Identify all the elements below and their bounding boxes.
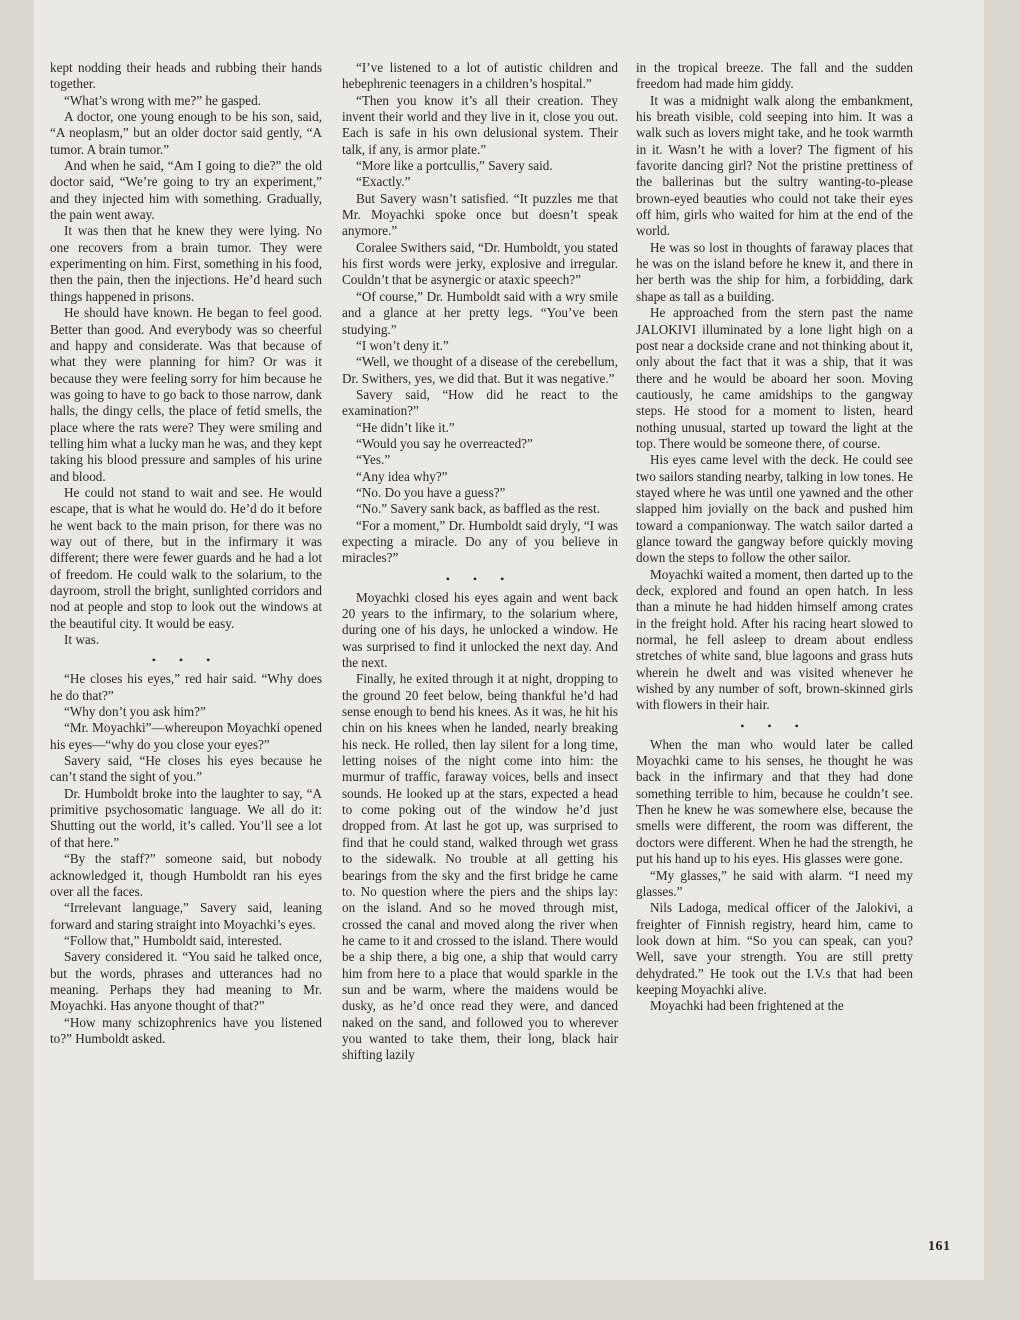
paragraph: Savery said, “How did he react to the examination?”	[342, 386, 618, 419]
paragraph: Moyachki had been frightened at the	[650, 998, 844, 1014]
paragraph: “What’s wrong with me?” he gasped.	[64, 92, 262, 108]
paragraph: When the man who would later be called Moyachki came to his senses, he thought he was back in the infirmary and that they had done something terrible to him, because he couldn’t see. Then he knew he was somewhere else, because the smells were different, the room was different, the doctors were different. When he had the strength, he put his hand up to his eyes. His glasses were gone.	[636, 736, 913, 867]
paragraph: Moyachki waited a moment, then darted up to the deck, explored and found an open hatch. In less than a minute he had hidden himself among crates in the freight hold. After his racing heart slowed to normal, he fell asleep to dream about endless stretches of white sand, blue lagoons and grass huts wherein he dwelt and was visited whenever he wished by any number of soft, brown-skinned girls with flowers in their hair.	[636, 566, 913, 713]
paragraph: “Mr. Moyachki”—whereupon Moyachki opened his eyes—“why do you close your eyes?”	[50, 720, 322, 752]
paragraph: “Exactly.”	[356, 174, 411, 190]
paragraph: in the tropical breeze. The fall and the sudden freedom had made him giddy.	[636, 60, 913, 92]
paragraph: “Of course,” Dr. Humboldt said with a wry smile and a glance at her pretty legs. “You’ve been studying.”	[342, 288, 618, 337]
page-number: 161	[928, 1239, 951, 1254]
paragraph: kept nodding their heads and rubbing their hands together.	[50, 60, 322, 92]
paragraph: He was so lost in thoughts of faraway places that he was on the island before he knew it, and there in her berth was the ship for him, a forbidding, dark shape as tall as a building.	[636, 239, 913, 304]
paragraph: “How many schizophrenics have you listened to?” Humboldt asked.	[50, 1014, 322, 1046]
text-column-2	[342, 60, 618, 1064]
text-column-3	[636, 60, 913, 1015]
paragraph: Savery considered it. “You said he talked once, but the words, phrases and utterances had no meaning. Perhaps they had meaning to Mr. Moyachki. Has anyone thought of that?”	[50, 949, 322, 1014]
paragraph: “He didn’t like it.”	[356, 419, 455, 435]
text-column-1	[50, 60, 322, 1047]
paragraph: A doctor, one young enough to be his son, said, “A neoplasm,” but an older doctor said gently, “A tumor. A brain tumor.”	[50, 109, 322, 157]
section-separator: • • •	[151, 653, 221, 668]
paragraph: “Yes.”	[356, 452, 391, 468]
paragraph: Savery said, “He closes his eyes because he can’t stand the sight of you.”	[50, 753, 322, 785]
paragraph: “Irrelevant language,” Savery said, leaning forward and staring straight into Moyachki’s eyes.	[50, 900, 322, 932]
paragraph: Coralee Swithers said, “Dr. Humboldt, you stated his first words were jerky, explosive and irregular. Couldn’t that be asynergic or ataxic speech?”	[342, 239, 618, 288]
paragraph: “Why don’t you ask him?”	[64, 704, 206, 720]
paragraph: “No.” Savery sank back, as baffled as the rest.	[356, 501, 601, 517]
paragraph: “Any idea why?”	[356, 468, 448, 484]
paragraph: “More like a portcullis,” Savery said.	[356, 158, 553, 174]
paragraph: “For a moment,” Dr. Humboldt said dryly, “I was expecting a miracle. Do any of you believe in miracles?”	[342, 517, 618, 566]
paragraph: He could not stand to wait and see. He would escape, that is what he would do. He’d do it before he went back to the main prison, for there was no way out of there, but in the infirmary it was different; there were fewer guards and he had a lot of freedom. He could walk to the solarium, to the dayroom, stroll the bright, sunlighted corridors and nod at people and stop to look out the windows at the beautiful city. It would be easy.	[50, 484, 322, 631]
scan-margin-bottom	[0, 1280, 1020, 1320]
paragraph: “Follow that,” Humboldt said, interested.	[64, 932, 282, 948]
paragraph: Nils Ladoga, medical officer of the Jalokivi, a freighter of Finnish registry, heard him, came to look down at him. “So you can speak, can you? Well, save your strength. You are still pretty dehydrated.” He took out the I.V.s that had been keeping Moyachki alive.	[636, 900, 913, 997]
scan-margin-left	[0, 0, 34, 1320]
paragraph: “Would you say he overreacted?”	[356, 435, 533, 451]
paragraph: “Then you know it’s all their creation. They invent their world and they live in it, close you out. Each is safe in his own delusional system. Their talk, if any, is armor plate.”	[342, 92, 618, 157]
paragraph: It was then that he knew they were lying. No one recovers from a brain tumor. They were experimenting on him. First, something in his food, then the pain, then the injections. He’d heard such things happened in prisons.	[50, 223, 322, 304]
paragraph: “My glasses,” he said with alarm. “I need my glasses.”	[636, 867, 913, 899]
paragraph: It was.	[64, 632, 100, 648]
paragraph: “He closes his eyes,” red hair said. “Why does he do that?”	[50, 671, 322, 703]
paragraph: He should have known. He began to feel good. Better than good. And everybody was so cheerful and happy and considerate. Was that because of what they were planning for him? Or was it because they were feeling sorry for him because he was going to have to go back to those narrow, dank halls, the dingy cells, the place of fetid smells, the place where the rats were? They were smiling and telling him what a lucky man he was, and they kept taking his blood pressure and samples of his urine and blood.	[50, 305, 322, 484]
section-separator: • • •	[740, 718, 809, 733]
paragraph: Dr. Humboldt broke into the laughter to say, “A primitive psychosomatic language. We all do it: Shutting out the world, it’s called. You’ll see a lot of that here.”	[50, 785, 322, 850]
paragraph: “I’ve listened to a lot of autistic children and hebephrenic teenagers in a children’s hospital.”	[342, 60, 618, 92]
paragraph: Moyachki closed his eyes again and went back 20 years to the infirmary, to the solarium where, during one of his days, he unlocked a window. He was surprised to find it unlocked the next day. And the next.	[342, 589, 618, 671]
paragraph: He approached from the stern past the name JALOKIVI illuminated by a lone light high on a post near a dockside crane and not thinking about it, only about the fact that it was a ship, that it was there and he would be aboard her soon. Moving cautiously, he came amidships to the gangway steps. He stood for a moment to listen, heard nothing unusual, started up toward the light at the top. There would be someone there, of course.	[636, 305, 913, 451]
paragraph: But Savery wasn’t satisfied. “It puzzles me that Mr. Moyachki spoke once but doesn’t speak anymore.”	[342, 190, 618, 239]
paragraph: It was a midnight walk along the embankment, his breath visible, cold seeping into him. It was a walk such as lovers might take, and he took warmth in it. Wasn’t he with a lover? The figment of his favorite dancing girl? Not the pristine prettiness of the ballerinas but the sultry wanting-to-please brown-eyed beauties who could not take their eyes off him, girls who waited for him at the end of the world.	[636, 92, 913, 239]
paragraph: “No. Do you have a guess?”	[356, 484, 506, 500]
paragraph: His eyes came level with the deck. He could see two sailors standing nearby, talking in low tones. He stayed where he was until one yawned and the other slapped him jovially on the back and pushed him toward a companionway. The watch sailor darted a glance toward the gangway before quickly moving down the steps to follow the other sailor.	[636, 452, 913, 566]
section-separator: • • •	[445, 571, 515, 586]
paragraph: “Well, we thought of a disease of the cerebellum, Dr. Swithers, yes, we did that. But it was negative.”	[342, 354, 618, 386]
paragraph: And when he said, “Am I going to die?” the old doctor said, “We’re going to try an experiment,” and they injected him with something. Gradually, the pain went away.	[50, 158, 322, 223]
paragraph: “By the staff?” someone said, but nobody acknowledged it, though Humboldt ran his eyes over all the faces.	[50, 851, 322, 899]
paragraph: Finally, he exited through it at night, dropping to the ground 20 feet below, being thankful he’d had sense enough to bend his knees. As it was, he hit his chin on his knees when he landed, nearly breaking his neck. He rolled, then lay silent for a long time, letting noises of the night come into him: the murmur of traffic, faraway voices, bells and insect sounds. He looked up at the stars, expected a head to come poking out of the window he’d just dropped from. At last he got up, was surprised to find that he could stand, walked through wet grass to the sidewalk. No trouble at all getting his bearings from the sky and the first bridge he came to. No question where the piers and the ships lay: on the island. And so he moved through mist, crossed the canal and moved along the river when he came to it and crossed to the island. There would be a ship there, a big one, a ship that would carry him from here to a place that would sparkle in the sun and be warm, where the maidens would be dusky, as he’d once read they were, and danced naked on the sand, and followed you to wherever you wanted to take them, their long, black hair shifting lazily	[342, 671, 618, 1063]
scan-margin-right	[984, 0, 1020, 1320]
paragraph: “I won’t deny it.”	[356, 337, 449, 353]
